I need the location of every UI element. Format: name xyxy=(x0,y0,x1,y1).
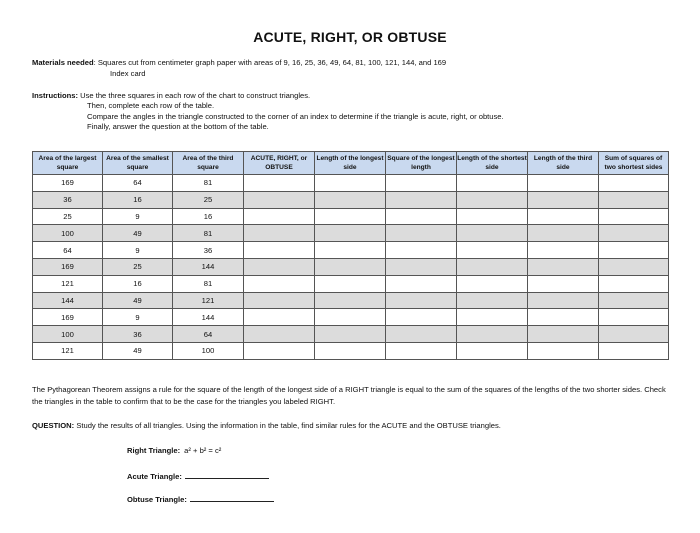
answer-cell[interactable] xyxy=(315,242,386,259)
answer-cell[interactable] xyxy=(528,342,599,359)
acute-triangle-label: Acute Triangle: xyxy=(127,472,182,481)
acute-answer-blank[interactable] xyxy=(185,470,269,479)
header-square-longest: Square of the longest length xyxy=(386,152,457,175)
table-row xyxy=(33,275,669,292)
table-cell: 9 xyxy=(103,309,173,326)
table-cell: 64 xyxy=(173,326,244,343)
answer-cell[interactable] xyxy=(599,242,669,259)
instructions-section xyxy=(32,91,504,133)
table-cell: 25 xyxy=(103,258,173,275)
answer-cell[interactable] xyxy=(244,309,315,326)
answer-cell[interactable] xyxy=(528,275,599,292)
answer-cell[interactable] xyxy=(386,258,457,275)
right-triangle-rule xyxy=(127,446,221,455)
table-row xyxy=(33,342,669,359)
answer-cell[interactable] xyxy=(599,326,669,343)
answer-cell[interactable] xyxy=(244,225,315,242)
table-row xyxy=(33,208,669,225)
table-cell: 16 xyxy=(103,191,173,208)
answer-cell[interactable] xyxy=(457,326,528,343)
table-row xyxy=(33,292,669,309)
answer-cell[interactable] xyxy=(315,326,386,343)
answer-cell[interactable] xyxy=(386,292,457,309)
table-row xyxy=(33,258,669,275)
answer-cell[interactable] xyxy=(457,275,528,292)
table-cell: 81 xyxy=(173,275,244,292)
answer-cell[interactable] xyxy=(528,208,599,225)
answer-cell[interactable] xyxy=(315,208,386,225)
answer-cell[interactable] xyxy=(528,309,599,326)
question-text: Study the results of all triangles. Using the information in the table, find similar rules for the ACUTE and the OBTUSE triangles. xyxy=(74,421,501,430)
table-cell: 36 xyxy=(103,326,173,343)
table-cell: 64 xyxy=(103,175,173,192)
table-cell: 9 xyxy=(103,242,173,259)
answer-cell[interactable] xyxy=(386,275,457,292)
answer-cell[interactable] xyxy=(528,326,599,343)
answer-cell[interactable] xyxy=(244,326,315,343)
answer-cell[interactable] xyxy=(457,242,528,259)
obtuse-answer-blank[interactable] xyxy=(190,493,274,502)
header-classification: ACUTE, RIGHT, or OBTUSE xyxy=(244,152,315,175)
answer-cell[interactable] xyxy=(528,175,599,192)
table-cell: 100 xyxy=(33,225,103,242)
header-longest-side: Length of the longest side xyxy=(315,152,386,175)
answer-cell[interactable] xyxy=(599,309,669,326)
table-cell: 169 xyxy=(33,175,103,192)
answer-cell[interactable] xyxy=(386,175,457,192)
table-cell: 36 xyxy=(173,242,244,259)
answer-cell[interactable] xyxy=(599,292,669,309)
answer-cell[interactable] xyxy=(457,225,528,242)
table-cell: 169 xyxy=(33,309,103,326)
table-cell: 25 xyxy=(173,191,244,208)
pythagorean-note: The Pythagorean Theorem assigns a rule for the square of the length of the longest side of a RIGHT triangle is equal to the sum of the squares of the lengths of the two shorter sides. Check the triangles in the table to confirm that to be the case for the triangles you labeled RIGHT. xyxy=(32,385,666,406)
answer-cell[interactable] xyxy=(315,342,386,359)
header-sum-squares: Sum of squares of two shortest sides xyxy=(599,152,669,175)
answer-cell[interactable] xyxy=(244,275,315,292)
right-triangle-label: Right Triangle: xyxy=(127,446,181,455)
answer-cell[interactable] xyxy=(315,191,386,208)
materials-label: Materials needed xyxy=(32,58,94,67)
answer-cell[interactable] xyxy=(528,191,599,208)
answer-cell[interactable] xyxy=(386,242,457,259)
answer-cell[interactable] xyxy=(315,275,386,292)
answer-cell[interactable] xyxy=(457,258,528,275)
table-cell: 100 xyxy=(33,326,103,343)
table-cell: 169 xyxy=(33,258,103,275)
table-cell: 16 xyxy=(103,275,173,292)
obtuse-triangle-rule xyxy=(127,493,274,504)
answer-cell[interactable] xyxy=(315,309,386,326)
answer-cell[interactable] xyxy=(315,175,386,192)
instructions-line-1: Use the three squares in each row of the chart to construct triangles. xyxy=(78,91,311,100)
answer-cell[interactable] xyxy=(528,258,599,275)
table-row xyxy=(33,175,669,192)
answer-cell[interactable] xyxy=(599,175,669,192)
instructions-line-3: Compare the angles in the triangle constructed to the corner of an index to determine if the triangle is acute, right, or obtuse. xyxy=(87,111,504,121)
table-cell: 121 xyxy=(33,342,103,359)
answer-cell[interactable] xyxy=(244,208,315,225)
table-cell: 81 xyxy=(173,225,244,242)
answer-cell[interactable] xyxy=(457,292,528,309)
materials-line-2: Index card xyxy=(110,69,146,78)
table-cell: 49 xyxy=(103,225,173,242)
table-cell: 121 xyxy=(33,275,103,292)
instructions-label: Instructions: xyxy=(32,91,78,100)
answer-cell[interactable] xyxy=(386,191,457,208)
table-row xyxy=(33,326,669,343)
answer-cell[interactable] xyxy=(457,175,528,192)
table-cell: 144 xyxy=(173,309,244,326)
answer-cell[interactable] xyxy=(528,292,599,309)
table-cell: 121 xyxy=(173,292,244,309)
table-cell: 9 xyxy=(103,208,173,225)
answer-cell[interactable] xyxy=(457,191,528,208)
materials-line-1: : Squares cut from centimeter graph paper with areas of 9, 16, 25, 36, 49, 64, 81, 100, 121, 144, and 169 xyxy=(93,58,447,67)
answer-cell[interactable] xyxy=(386,309,457,326)
table-cell: 25 xyxy=(33,208,103,225)
answer-cell[interactable] xyxy=(599,208,669,225)
answer-cell[interactable] xyxy=(386,225,457,242)
answer-cell[interactable] xyxy=(244,258,315,275)
table-header-row xyxy=(33,152,669,175)
triangle-table xyxy=(32,151,669,360)
answer-cell[interactable] xyxy=(315,292,386,309)
instructions-line-2: Then, complete each row of the table. xyxy=(87,101,215,111)
answer-cell[interactable] xyxy=(599,258,669,275)
answer-cell[interactable] xyxy=(386,208,457,225)
answer-cell[interactable] xyxy=(244,292,315,309)
answer-cell[interactable] xyxy=(315,225,386,242)
answer-cell[interactable] xyxy=(244,242,315,259)
answer-cell[interactable] xyxy=(528,225,599,242)
answer-cell[interactable] xyxy=(599,191,669,208)
right-triangle-formula: a² + b² = c² xyxy=(184,446,222,455)
table-row xyxy=(33,191,669,208)
instructions-line-4: Finally, answer the question at the bottom of the table. xyxy=(87,122,269,132)
acute-triangle-rule xyxy=(127,470,269,481)
materials-section xyxy=(32,57,446,79)
table-cell: 100 xyxy=(173,342,244,359)
answer-cell[interactable] xyxy=(457,208,528,225)
answer-cell[interactable] xyxy=(457,342,528,359)
answer-cell[interactable] xyxy=(599,342,669,359)
answer-cell[interactable] xyxy=(386,342,457,359)
table-row xyxy=(33,309,669,326)
header-third-area: Area of the third square xyxy=(173,152,244,175)
table-cell: 64 xyxy=(33,242,103,259)
question-label: QUESTION: xyxy=(32,421,75,430)
answer-cell[interactable] xyxy=(599,225,669,242)
table-cell: 49 xyxy=(103,342,173,359)
table-row xyxy=(33,225,669,242)
header-third-side: Length of the third side xyxy=(528,152,599,175)
table-cell: 144 xyxy=(33,292,103,309)
answer-cell[interactable] xyxy=(457,309,528,326)
answer-cell[interactable] xyxy=(244,175,315,192)
table-cell: 49 xyxy=(103,292,173,309)
header-shortest-side: Length of the shortest side xyxy=(457,152,528,175)
question xyxy=(32,421,501,430)
answer-cell[interactable] xyxy=(528,242,599,259)
table-cell: 144 xyxy=(173,258,244,275)
header-smallest-area: Area of the smallest square xyxy=(103,152,173,175)
answer-cell[interactable] xyxy=(386,326,457,343)
table-cell: 36 xyxy=(33,191,103,208)
answer-cell[interactable] xyxy=(244,342,315,359)
answer-cell[interactable] xyxy=(315,258,386,275)
answer-cell[interactable] xyxy=(599,275,669,292)
table-row xyxy=(33,242,669,259)
obtuse-triangle-label: Obtuse Triangle: xyxy=(127,495,187,504)
table-cell: 81 xyxy=(173,175,244,192)
table-cell: 16 xyxy=(173,208,244,225)
answer-cell[interactable] xyxy=(244,191,315,208)
worksheet-title: ACUTE, RIGHT, OR OBTUSE xyxy=(253,29,447,45)
header-largest-area: Area of the largest square xyxy=(33,152,103,175)
